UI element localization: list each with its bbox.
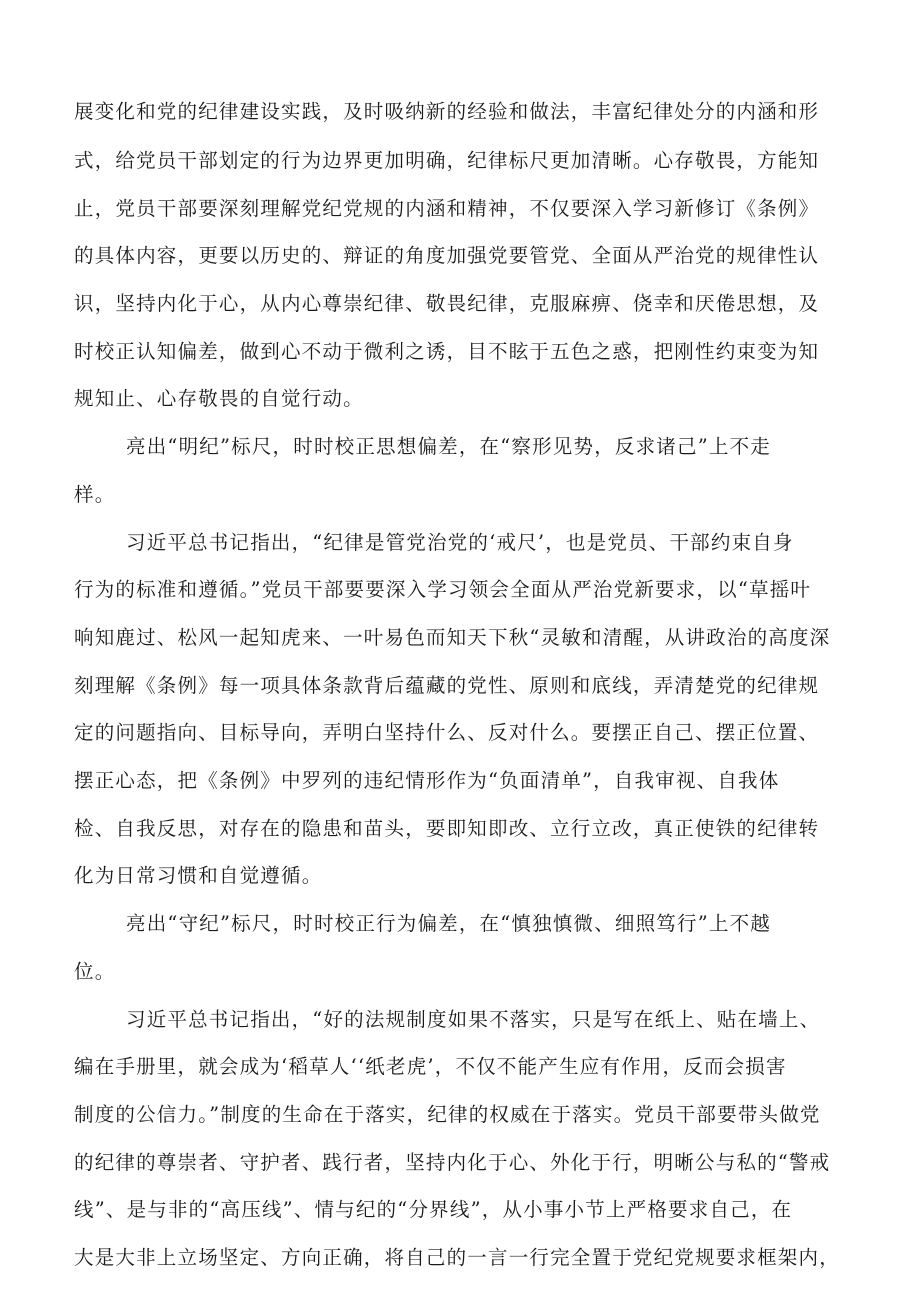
- text-line: 时校正认知偏差，做到心不动于微利之诱，目不眩于五色之惑，把刚性约束变为知: [74, 340, 820, 363]
- text-line: 刻理解《条例》每一项具体条款背后蕴藏的党性、原则和底线，弄清楚党的纪律规: [74, 674, 820, 697]
- section-heading-line: 亮出“守纪”标尺，时时校正行为偏差，在“慎独慎微、细照笃行”上不越: [126, 912, 771, 935]
- text-line: 化为日常习惯和自觉遵循。: [74, 864, 323, 887]
- section-heading-line: 样。: [74, 483, 116, 506]
- text-line: 编在手册里，就会成为‘稻草人‘‘纸老虎’，不仅不能产生应有作用，反而会损害: [74, 1055, 787, 1078]
- text-line: 大是大非上立场坚定、方向正确，将自己的一言一行完全置于党纪党规要求框架内，: [74, 1246, 840, 1269]
- text-line: 习近平总书记指出，“纪律是管党治党的‘戒尺’，也是党员、干部约束自身: [126, 531, 794, 554]
- text-line: 止，党员干部要深刻理解党纪党规的内涵和精神，不仅要深入学习新修订《条例》: [74, 197, 820, 220]
- text-line: 式，给党员干部划定的行为边界更加明确，纪律标尺更加清晰。心存敬畏，方能知: [74, 149, 820, 172]
- text-line: 的纪律的尊崇者、守护者、践行者，坚持内化于心、外化于行，明晰公与私的“警戒: [74, 1151, 831, 1174]
- section-heading-line: 位。: [74, 960, 116, 983]
- text-line: 规知止、心存敬畏的自觉行动。: [74, 387, 364, 410]
- text-line: 制度的公信力。”制度的生命在于落实，纪律的权威在于落实。党员干部要带头做党: [74, 1103, 821, 1126]
- text-line: 的具体内容，更要以历史的、辩证的角度加强党要管党、全面从严治党的规律性认: [74, 244, 820, 267]
- text-line: 行为的标准和遵循。”党员干部要要深入学习领会全面从严治党新要求，以“草摇叶: [74, 578, 812, 601]
- text-line: 检、自我反思，对存在的隐患和苗头，要即知即改、立行立改，真正使铁的纪律转: [74, 817, 820, 840]
- text-line: 定的问题指向、目标导向，弄明白坚持什么、反对什么。要摆正自己、摆正位置、: [74, 721, 820, 744]
- text-line: 识，坚持内化于心，从内心尊崇纪律、敬畏纪律，克服麻痹、侥幸和厌倦思想，及: [74, 292, 820, 315]
- text-line: 摆正心态，把《条例》中罗列的违纪情形作为“负面清单”，自我审视、自我体: [74, 769, 780, 792]
- text-line: 响知鹿过、松风一起知虎来、一叶易色而知天下秋“灵敏和清醒，从讲政治的高度深: [74, 626, 831, 649]
- text-line: 习近平总书记指出，“好的法规制度如果不落实，只是写在纸上、贴在墙上、: [126, 1008, 821, 1031]
- section-heading-line: 亮出“明纪”标尺，时时校正思想偏差，在“察形见势，反求诸己”上不走: [126, 435, 771, 458]
- text-line: 展变化和党的纪律建设实践，及时吸纳新的经验和做法，丰富纪律处分的内涵和形: [74, 100, 820, 123]
- text-line: 线”、是与非的“高压线”、情与纪的“分界线”，从小事小节上严格要求自己，在: [74, 1198, 793, 1221]
